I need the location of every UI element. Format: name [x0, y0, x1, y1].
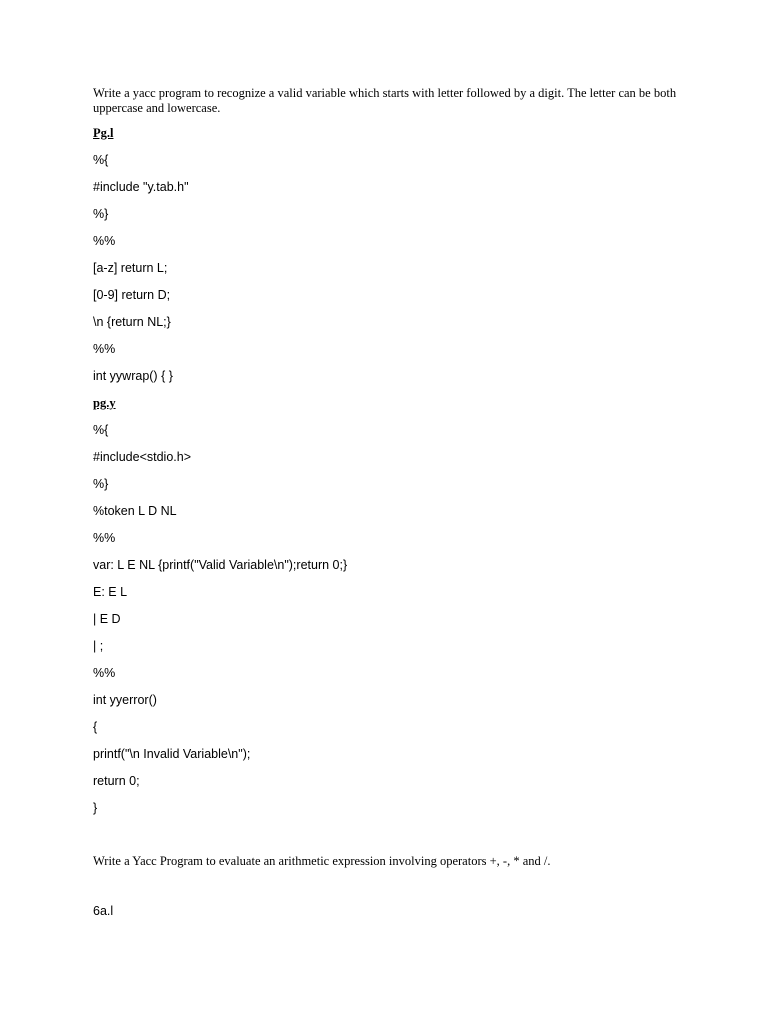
lex-code-block — [93, 153, 678, 384]
code-line: printf("\n Invalid Variable\n"); — [93, 747, 251, 761]
code-line: return 0; — [93, 774, 140, 788]
code-line: | ; — [93, 639, 104, 653]
lex-file-heading: Pg.l — [93, 126, 114, 140]
code-line: [0-9] return D; — [93, 288, 171, 302]
code-line: %% — [93, 234, 116, 248]
code-line: { — [93, 720, 98, 734]
code-line: %token L D NL — [93, 504, 177, 518]
code-line: %% — [93, 531, 116, 545]
code-line: %% — [93, 666, 116, 680]
code-line: E: E L — [93, 585, 128, 599]
question-2: Write a Yacc Program to evaluate an arithmetic expression involving operators +, -, * and /. — [93, 854, 551, 868]
code-line: } — [93, 801, 98, 815]
code-line: %} — [93, 207, 109, 221]
yacc-code-block — [93, 423, 678, 816]
code-line: #include "y.tab.h" — [93, 180, 189, 194]
code-line: \n {return NL;} — [93, 315, 171, 329]
code-line: | E D — [93, 612, 121, 626]
next-file-label: 6a.l — [93, 904, 114, 918]
code-line: [a-z] return L; — [93, 261, 168, 275]
yacc-file-heading: pg.y — [93, 396, 116, 410]
question-1: Write a yacc program to recognize a valid variable which starts with letter followed by a digit. The letter can be both uppercase and lowercase. — [93, 86, 677, 115]
code-line: %{ — [93, 423, 109, 437]
code-line: %% — [93, 342, 116, 356]
code-line: int yyerror() — [93, 693, 157, 707]
code-line: int yywrap() { } — [93, 369, 173, 383]
code-line: #include<stdio.h> — [93, 450, 191, 464]
code-line: %} — [93, 477, 109, 491]
document-content — [93, 86, 678, 919]
code-line: var: L E NL {printf("Valid Variable\n");return 0;} — [93, 558, 348, 572]
code-line: %{ — [93, 153, 109, 167]
